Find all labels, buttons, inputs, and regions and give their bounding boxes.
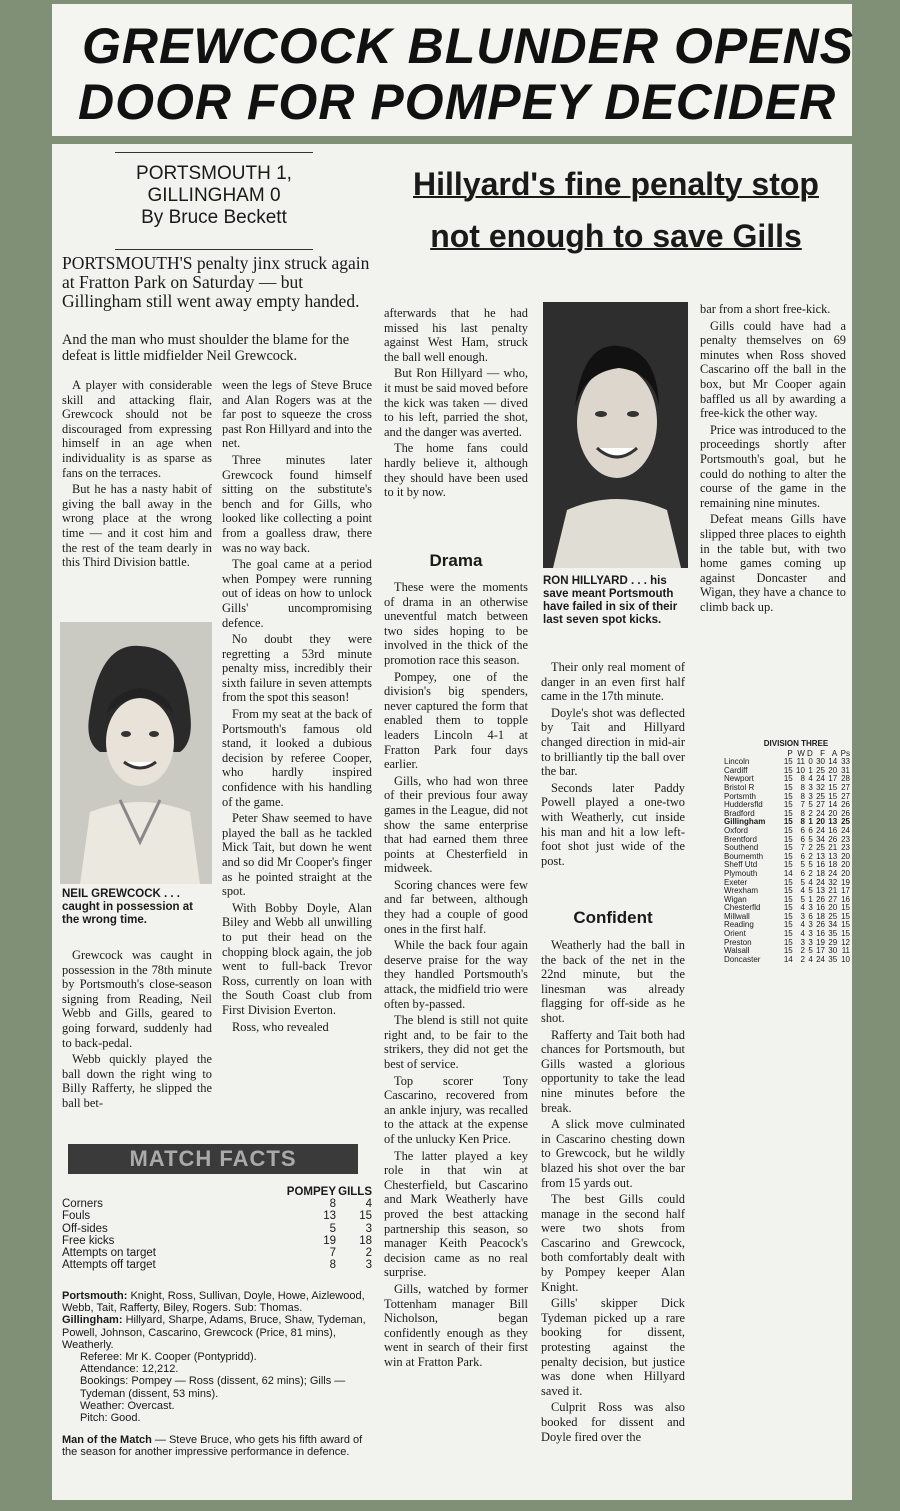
league-stat: 13 [816, 851, 825, 861]
league-stat: 7 [800, 800, 805, 810]
league-stat: 27 [828, 894, 838, 904]
league-stat: 5 [800, 877, 805, 887]
lineup-label: Portsmouth: [62, 1290, 128, 1302]
league-stat: 17 [816, 946, 825, 956]
league-stat: 27 [841, 791, 850, 801]
paragraph: afterwards that he had missed his last penalty against West Ham, struck the ball well enough. [384, 306, 528, 364]
paragraph: Gills could have had a penalty themselves on 69 minutes when Ross shoved Cascarino off the ball in the box, but Mr Cooper again baffled us all by awarding a free-kick the other way. [700, 318, 846, 421]
league-team: Cardiff [724, 765, 748, 775]
league-stat: 2 [800, 954, 805, 964]
league-stat: 26 [816, 894, 825, 904]
lineup-text: Knight, Ross, Sullivan, Doyle, Howe, Aizlewood, Webb, Tait, Rafferty, Biley, Rogers. Sub: Thomas. [62, 1290, 365, 1315]
league-stat: 15 [783, 894, 793, 904]
paragraph: Weatherly had the ball in the back of the net in the 22nd minute, but the linesman was already flagging for off-side as he shot. [541, 938, 685, 1025]
subheadline-line-2: not enough to save Gills [430, 218, 802, 254]
scoreline-box [115, 152, 313, 250]
league-stat: 2 [808, 808, 813, 818]
match-fact-row [62, 1235, 372, 1247]
league-stat: 31 [841, 765, 850, 775]
league-stat: 15 [783, 851, 793, 861]
league-stat: 27 [816, 800, 825, 810]
league-stat: 24 [816, 825, 825, 835]
league-stat: 15 [783, 929, 793, 939]
league-stat: 4 [808, 877, 813, 887]
league-team: Reading [724, 920, 754, 930]
league-stat: 6 [808, 911, 813, 921]
paragraph: No doubt they were regretting a 53rd minute penalty miss, incredibly their sixth failure in seven attempts from the spot this season! [222, 632, 372, 705]
subhead-confident: Confident [573, 908, 653, 927]
league-stat: 13 [816, 886, 825, 896]
league-stat: 4 [800, 886, 805, 896]
paragraph: Doyle's shot was deflected by Tait and Hillyard changed direction in mid-air to brilliantly tip the ball over the bar. [541, 705, 685, 779]
column-4b [541, 938, 685, 1446]
paragraph: But he has a nasty habit of giving the ball away in the wrong place at the wrong time — and it cost him and the rest of the team dearly in this Third Division battle. [62, 482, 212, 570]
league-stat: 20 [828, 808, 838, 818]
match-facts-header [62, 1186, 372, 1198]
league-stat: 5 [808, 860, 813, 870]
league-stat: 4 [808, 954, 813, 964]
grewcock-photo [60, 622, 212, 884]
league-stat: 21 [828, 843, 838, 853]
match-fact-row [62, 1210, 372, 1222]
league-stat: 14 [828, 800, 838, 810]
match-fact-row [62, 1247, 372, 1259]
league-stat: 11 [841, 946, 850, 956]
paragraph: Culprit Ross was also booked for dissent and Doyle fired over the [541, 1400, 685, 1444]
league-team: Huddersfld [724, 800, 763, 810]
paragraph: Peter Shaw seemed to have played the ball as he tackled Mick Tait, but down he went and so did Mr Cooper's finger as he pointed straight at the spot. [222, 811, 372, 899]
league-stat: 32 [816, 782, 825, 792]
subheadline-line-1: Hillyard's fine penalty stop [413, 166, 819, 202]
league-stat: 24 [816, 877, 825, 887]
fact-gills: 4 [365, 1198, 372, 1211]
lineups [62, 1290, 372, 1424]
league-stat: 15 [783, 946, 793, 956]
fact-gills: 3 [365, 1259, 372, 1272]
caption-grewcock: NEIL GREWCOCK . . . caught in possession at the wrong time. [62, 888, 193, 926]
league-stat: 0 [808, 757, 813, 767]
league-stat: 1 [808, 765, 813, 775]
league-stat: 1 [808, 894, 813, 904]
league-stat: 21 [828, 886, 838, 896]
league-stat: 23 [841, 834, 850, 844]
league-stat: 3 [808, 791, 813, 801]
subhead-drama: Drama [429, 551, 483, 570]
league-stat: 15 [783, 765, 793, 775]
league-stat: 16 [841, 894, 850, 904]
league-stat: 3 [808, 782, 813, 792]
league-stat: 6 [800, 868, 805, 878]
league-stat: 25 [828, 911, 838, 921]
league-stat: 3 [800, 911, 805, 921]
league-stat: 26 [816, 920, 825, 930]
fact-label: Corners [62, 1198, 103, 1211]
league-stat: 10 [841, 954, 850, 964]
league-stat: 23 [841, 843, 850, 853]
league-stat: 30 [816, 757, 825, 767]
league-stat: 16 [816, 860, 825, 870]
league-stat: 15 [783, 817, 793, 827]
league-stat: 3 [808, 920, 813, 930]
league-stat: 2 [808, 851, 813, 861]
league-stat: 3 [808, 937, 813, 947]
league-stat: 16 [816, 929, 825, 939]
league-stat: 2 [808, 868, 813, 878]
weather: Weather: Overcast. [80, 1399, 175, 1412]
paragraph: The home fans could hardly believe it, although they should have been used to it by now. [384, 441, 528, 500]
league-stat: 8 [800, 817, 805, 827]
subheadline [392, 158, 840, 262]
league-stat: 14 [828, 757, 838, 767]
fact-gills: 15 [359, 1210, 372, 1223]
column-2 [222, 378, 372, 1036]
pitch: Pitch: Good. [80, 1412, 141, 1425]
paragraph: But Ron Hillyard — who, it must be said moved before the kick was taken — dived to his left, parried the shot, and the danger was averted. [384, 366, 528, 439]
league-stat: 15 [783, 911, 793, 921]
fact-gills: 3 [365, 1222, 372, 1235]
fact-pompey: 19 [323, 1234, 336, 1247]
league-team: Newport [724, 774, 754, 784]
league-stat: 3 [808, 903, 813, 913]
league-stat: 4 [808, 774, 813, 784]
league-stat: 20 [841, 851, 850, 861]
paragraph: The latter played a key role in that win at Chesterfield, but Cascarino and Mark Weatherly have proved the best attacking partnership this season, so manager Keith Peacock's decision came as no real surprise. [384, 1148, 528, 1280]
paragraph: Their only real moment of danger in an even first half came in the 17th minute. [541, 660, 685, 704]
league-stat: 15 [783, 808, 793, 818]
league-stat: 32 [828, 877, 838, 887]
league-stat: 15 [841, 929, 850, 939]
caption-hillyard: RON HILLYARD . . . his save meant Portsmouth have failed in six of their last seven spot kicks. [543, 575, 678, 626]
league-stat: 35 [828, 954, 838, 964]
league-stat: 24 [816, 954, 825, 964]
league-stat: 19 [841, 877, 850, 887]
paragraph: Grewcock was caught in possession in the 78th minute by Portsmouth's close-season signing from Reading, Neil Webb and Gills, geared to going forward, suddenly had to back-pedal. [62, 948, 212, 1050]
scoreline-home: PORTSMOUTH 1, [136, 163, 292, 184]
league-stat: 8 [800, 808, 805, 818]
league-team: Bournemth [724, 851, 764, 861]
fact-pompey: 13 [323, 1210, 336, 1223]
league-team: Preston [724, 937, 752, 947]
league-stat: 16 [816, 903, 825, 913]
league-stat: 4 [800, 929, 805, 939]
league-stat: 5 [800, 860, 805, 870]
attendance: Attendance: 12,212. [80, 1363, 179, 1376]
league-stat: 25 [816, 791, 825, 801]
fact-gills: 2 [365, 1247, 372, 1260]
league-stat: 6 [800, 825, 805, 835]
league-stat: 13 [828, 851, 838, 861]
column-4 [541, 660, 685, 870]
column-1 [62, 378, 212, 572]
league-stat: 8 [800, 791, 805, 801]
league-stat: 15 [783, 800, 793, 810]
league-stat: 15 [783, 782, 793, 792]
column-3 [384, 306, 528, 502]
league-stat: 5 [808, 834, 813, 844]
league-stat: 15 [783, 877, 793, 887]
league-team: Plymouth [724, 868, 758, 878]
league-stat: 13 [828, 817, 838, 827]
hillyard-photo [543, 302, 688, 568]
fact-label: Fouls [62, 1210, 91, 1223]
paragraph: Gills' skipper Dick Tydeman picked up a rare booking for dissent, protesting against the penalty decision, but justice was done when Hillyard saved it. [541, 1296, 685, 1398]
intro-paragraph-2: And the man who must shoulder the blame for the defeat is little midfielder Neil Grewcock. [62, 332, 350, 364]
league-stat: 25 [841, 817, 850, 827]
league-stat: 18 [816, 868, 825, 878]
fact-gills: 18 [359, 1234, 372, 1247]
league-team: Lincoln [724, 757, 750, 767]
paragraph: Defeat means Gills have slipped three places to eighth in the table but, with two home games coming up against Doncaster and Wigan, they have a chance to climb back up. [700, 512, 846, 614]
fact-pompey: 5 [329, 1222, 336, 1235]
paragraph: Gills, watched by former Tottenham manager Bill Nicholson, began confidently enough as they went in search of their first win at Fratton Park. [384, 1281, 528, 1369]
league-stat: 15 [783, 791, 793, 801]
league-stat: 30 [828, 946, 838, 956]
paragraph: Price was introduced to the proceedings shortly after Portsmouth's goal, but he could do nothing to alter the course of the game in the remaining nine minutes. [700, 422, 846, 510]
header-gills: GILLS [338, 1186, 372, 1198]
league-stat: 4 [800, 920, 805, 930]
league-stat: 15 [783, 920, 793, 930]
league-stat: 18 [816, 911, 825, 921]
league-stat: 15 [841, 911, 850, 921]
referee: Referee: Mr K. Cooper (Pontypridd). [80, 1351, 257, 1364]
paragraph: Top scorer Tony Cascarino, recovered from an ankle injury, was recalled to the attack at the expense of the unlucky Ken Price. [384, 1073, 528, 1146]
league-team: Exeter [724, 877, 748, 887]
league-stat: 5 [800, 894, 805, 904]
league-team: Orient [724, 929, 746, 939]
fact-pompey: 7 [329, 1247, 336, 1260]
league-stat: 14 [783, 954, 793, 964]
fact-label: Free kicks [62, 1234, 115, 1247]
league-stat: 6 [808, 825, 813, 835]
league-stat: 7 [800, 843, 805, 853]
league-stat: 3 [808, 929, 813, 939]
paragraph: A slick move culminated in Cascarino chesting down to Grewcock, but he wildly blazed his shot over the bar from 15 yards out. [541, 1117, 685, 1190]
league-stat: 33 [841, 757, 850, 767]
league-stat: 2 [808, 843, 813, 853]
league-stat: 16 [828, 825, 838, 835]
league-row [724, 956, 850, 965]
league-stat: 11 [796, 757, 805, 767]
league-team: Bristol R [724, 782, 755, 792]
league-stat: 24 [816, 774, 825, 784]
league-team: Gillingham [724, 817, 766, 827]
paragraph: Three minutes later Grewcock found himself sitting on the substitute's bench and for Gills, who looked like collecting a point from a goalless draw, there was no way back. [222, 452, 372, 555]
league-stat: 24 [816, 808, 825, 818]
league-stat: 26 [828, 834, 838, 844]
byline: By Bruce Beckett [141, 207, 287, 228]
fact-label: Off-sides [62, 1222, 108, 1235]
fact-label: Attempts off target [62, 1259, 156, 1272]
fact-pompey: 8 [329, 1198, 336, 1211]
league-stat: 19 [816, 937, 825, 947]
league-team: Brentford [724, 834, 757, 844]
league-stat: 5 [808, 886, 813, 896]
league-stat: 15 [783, 757, 793, 767]
lineup-text: Hillyard, Sharpe, Adams, Bruce, Shaw, Tydeman, Powell, Johnson, Cascarino, Grewcock (Price, 81 mins), Weatherly. [62, 1314, 366, 1351]
league-stat: 25 [816, 843, 825, 853]
paragraph: ween the legs of Steve Bruce and Alan Rogers was at the far post to squeeze the cross past Ron Hillyard and into the net. [222, 378, 372, 451]
league-stat: 17 [841, 886, 850, 896]
headline-banner [52, 4, 855, 136]
paragraph: The goal came at a period when Pompey were running out of ideas on how to unlock Gills' uncompromising defence. [222, 557, 372, 630]
league-stat: 5 [808, 800, 813, 810]
league-stat: 26 [841, 808, 850, 818]
match-facts-title: MATCH FACTS [68, 1144, 358, 1174]
man-of-the-match [62, 1434, 372, 1458]
column-1b [62, 948, 212, 1113]
league-stat: 24 [828, 868, 838, 878]
column-3b [384, 580, 528, 1371]
motm-text: — Steve Bruce, who gets his fifth award of the season for another impressive performance in defence. [62, 1434, 363, 1459]
league-stat: 6 [800, 851, 805, 861]
lineup-gillingham [62, 1314, 372, 1351]
column-5 [700, 302, 846, 616]
league-stat: 8 [800, 774, 805, 784]
league-team: Millwall [724, 911, 750, 921]
league-team: Wrexham [724, 886, 759, 896]
lineup-portsmouth [62, 1290, 372, 1314]
fact-label: Attempts on target [62, 1247, 156, 1260]
match-fact-row [62, 1198, 372, 1210]
league-stat: 20 [828, 765, 838, 775]
league-stat: 18 [828, 860, 838, 870]
league-stat: 6 [800, 834, 805, 844]
league-team: Wigan [724, 894, 747, 904]
league-stat: 1 [808, 817, 813, 827]
headline-line-2: DOOR FOR POMPEY DECIDER [78, 74, 837, 130]
league-stat: 20 [841, 868, 850, 878]
league-team: Bradford [724, 808, 755, 818]
paragraph: The blend is still not quite right and, to be fair to the strikers, they did not get the best of service. [384, 1013, 528, 1071]
league-team: Walsall [724, 946, 750, 956]
headline-line-1: GREWCOCK BLUNDER OPENS [82, 18, 855, 74]
league-stat: 28 [841, 774, 850, 784]
league-stat: 15 [783, 860, 793, 870]
league-header: A [831, 748, 838, 758]
paragraph: Pompey, one of the division's big spenders, never captured the form that enabled them to topple leaders Lincoln 4-1 at Fratton Park four days earlier. [384, 669, 528, 772]
league-stat: 15 [783, 834, 793, 844]
league-table [724, 740, 850, 964]
league-stat: 15 [841, 903, 850, 913]
league-stat: 17 [828, 774, 838, 784]
header-pompey: POMPEY [286, 1186, 336, 1198]
league-stat: 34 [816, 834, 825, 844]
league-stat: 5 [808, 946, 813, 956]
league-stat: 29 [828, 937, 838, 947]
league-stat: 12 [841, 937, 850, 947]
league-team: Sheff Utd [724, 860, 758, 870]
league-stat: 24 [841, 825, 850, 835]
league-header: Ps [840, 748, 850, 758]
league-header: F [820, 748, 825, 758]
paragraph: Gills, who had won three of their previous four away games in the League, did not show the same enterprise that had earned them three points at Chesterfield in midweek. [384, 773, 528, 876]
league-stat: 10 [796, 765, 805, 775]
league-stat: 15 [783, 825, 793, 835]
paragraph: With Bobby Doyle, Alan Biley and Webb all unwilling to put their head on the chopping block again, the job went to full-back Trevor Ross, currently on loan with the South Coast club from First Division Everton. [222, 900, 372, 1017]
league-stat: 34 [828, 920, 838, 930]
league-stat: 20 [816, 817, 825, 827]
paragraph: Scoring chances were few and far between, although they had a couple of good ones in the first half. [384, 877, 528, 936]
league-team: Southend [724, 843, 759, 853]
league-stat: 20 [841, 860, 850, 870]
league-stat: 14 [783, 868, 793, 878]
paragraph: From my seat at the back of Portsmouth's famous old stand, it looked a dubious decision by referee Cooper, who hardly inspired confidence with his handling of the game. [222, 707, 372, 809]
fact-pompey: 8 [329, 1259, 336, 1272]
lineup-label: Gillingham: [62, 1314, 123, 1327]
match-fact-row [62, 1259, 372, 1271]
league-team: Portsmth [724, 791, 757, 801]
league-stat: 27 [841, 782, 850, 792]
league-stat: 8 [800, 782, 805, 792]
league-stat: 35 [828, 929, 838, 939]
league-team: Oxford [724, 825, 749, 835]
paragraph: Webb quickly played the ball down the right wing to Billy Rafferty, he slipped the ball bet- [62, 1052, 212, 1110]
league-stat: 25 [816, 765, 825, 775]
match-facts-table [62, 1186, 372, 1271]
league-stat: 3 [800, 937, 805, 947]
league-header: P [787, 748, 793, 758]
paragraph: Rafferty and Tait both had chances for Portsmouth, but Gills wasted a glorious opportunity to take the lead nine minutes before the break. [541, 1027, 685, 1115]
intro-paragraph: PORTSMOUTH'S penalty jinx struck again at Fratton Park on Saturday — but Gillingham still went away empty handed. [62, 253, 370, 311]
league-stat: 26 [841, 800, 850, 810]
league-stat: 4 [800, 903, 805, 913]
league-title: DIVISION THREE [763, 739, 829, 748]
league-header: D [807, 748, 813, 758]
paragraph: While the back four again deserve praise for the way they handled Portsmouth's attack, the midfield trio were often by-passed. [384, 938, 528, 1011]
league-stat: 15 [783, 886, 793, 896]
paragraph: Ross, who revealed [232, 1019, 329, 1034]
league-stat: 15 [783, 903, 793, 913]
paragraph: Seconds later Paddy Powell played a one-two with Weatherly, cut inside his man and hit a low left-foot shot just wide of the post. [541, 780, 685, 868]
league-team: Chesterfld [724, 903, 761, 913]
league-header: W [797, 748, 805, 758]
scoreline-away: GILLINGHAM 0 [147, 185, 281, 206]
league-stat: 15 [783, 937, 793, 947]
league-stat: 15 [783, 843, 793, 853]
bookings: Bookings: Pompey — Ross (dissent, 62 mins); Gills — Tydeman (dissent, 53 mins). [80, 1375, 346, 1400]
league-stat: 15 [828, 782, 838, 792]
paragraph: These were the moments of drama in an otherwise uneventful match between two sides hoping to be involved in the thick of the promotion race this season. [384, 580, 528, 667]
paragraph: bar from a short free-kick. [700, 302, 831, 316]
paragraph: The best Gills could manage in the second half were two shots from Cascarino and Grewcock, both comfortably dealt with by Pompey keeper Alan Knight. [541, 1192, 685, 1294]
league-stat: 15 [783, 774, 793, 784]
league-stat: 15 [841, 920, 850, 930]
league-stat: 2 [800, 946, 805, 956]
paragraph: A player with considerable skill and attacking flair, Grewcock should not be discouraged from expressing himself in an age when individuality is as sparse as fans on the terraces. [62, 378, 212, 480]
league-team: Doncaster [724, 954, 761, 964]
match-fact-row [62, 1223, 372, 1235]
league-stat: 15 [828, 791, 838, 801]
league-stat: 20 [828, 903, 838, 913]
motm-label: Man of the Match [62, 1434, 152, 1446]
